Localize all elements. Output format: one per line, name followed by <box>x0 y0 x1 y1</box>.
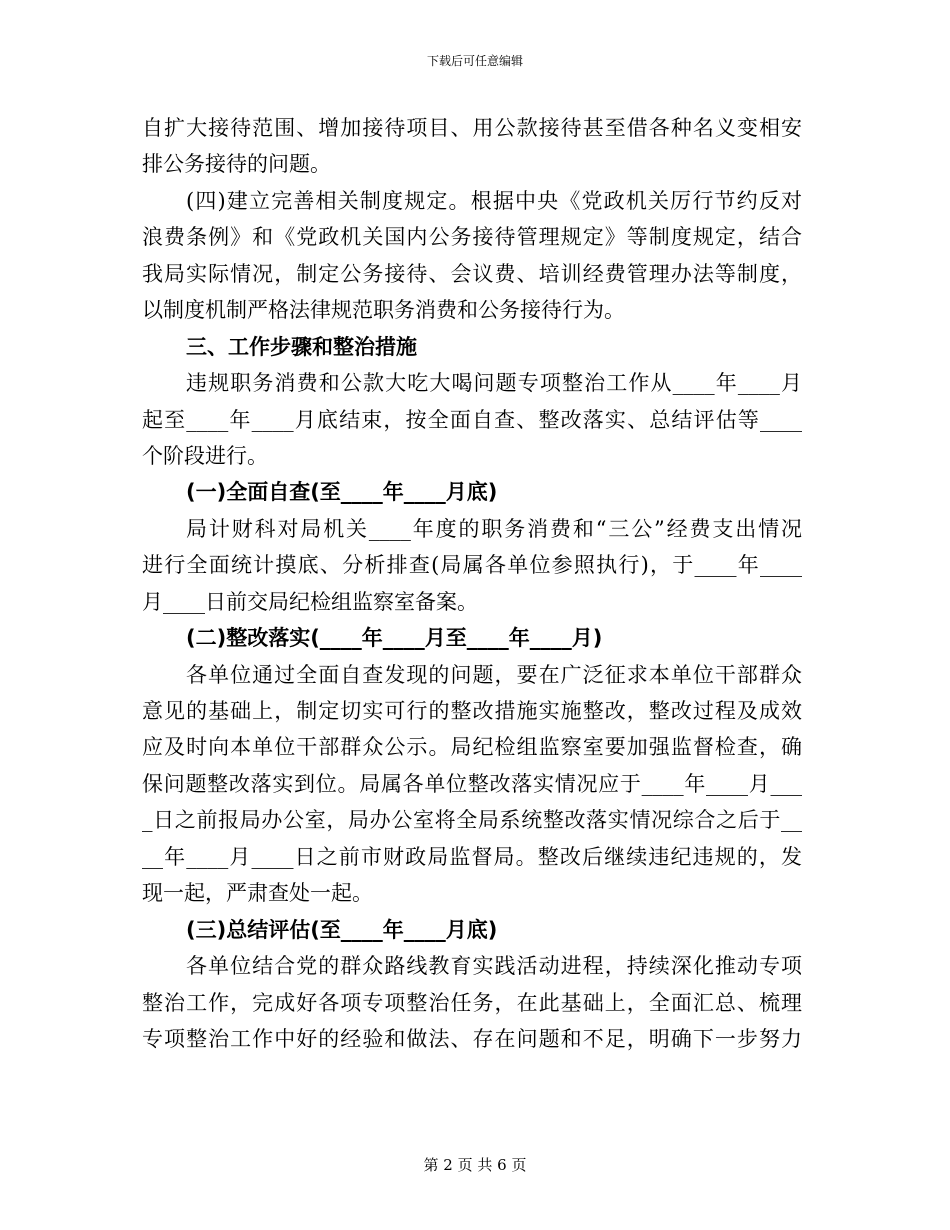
section-heading: (二)整改落实(____年____月至____年____月) <box>186 626 603 651</box>
body-text-line: 进行全面统计摸底、分析排查(局属各单位参照执行)，于____年____ <box>142 553 802 578</box>
section-heading: 三、工作步骤和整治措施 <box>186 334 417 359</box>
body-text-line: 浪费条例》和《党政机关国内公务接待管理规定》等制度规定，结合 <box>142 225 802 250</box>
section-heading: (一)全面自查(至____年____月底) <box>186 480 498 505</box>
page-number-footer: 第 2 页 共 6 页 <box>423 1156 527 1174</box>
body-text-line: 局计财科对局机关____年度的职务消费和“三公”经费支出情况 <box>186 516 802 541</box>
page-header: 下载后可任意编辑 <box>426 54 523 68</box>
section-heading: (三)总结评估(至____年____月底) <box>186 917 498 942</box>
body-text-line: 月____日前交局纪检组监察室备案。 <box>142 589 478 614</box>
body-text-line: 违规职务消费和公款大吃大喝问题专项整治工作从____年____月 <box>186 371 802 396</box>
body-text-line: 应及时向本单位干部群众公示。局纪检组监察室要加强监督检查，确 <box>142 735 802 760</box>
body-text-line: 以制度机制严格法律规范职务消费和公务接待行为。 <box>142 298 625 323</box>
body-text-line: 现一起，严肃查处一起。 <box>142 881 373 906</box>
body-text-line: 专项整治工作中好的经验和做法、存在问题和不足，明确下一步努力 <box>142 1026 802 1051</box>
body-text-line: 排公务接待的问题。 <box>142 152 331 177</box>
document-body <box>142 110 802 1057</box>
body-text-line: 各单位通过全面自查发现的问题，要在广泛征求本单位干部群众 <box>186 662 802 687</box>
body-text-line: 起至____年____月底结束，按全面自查、整改落实、总结评估等____ <box>142 407 802 432</box>
body-text-line: 各单位结合党的群众路线教育实践活动进程，持续深化推动专项 <box>186 954 802 979</box>
body-text-line: 意见的基础上，制定切实可行的整改措施实施整改，整改过程及成效 <box>142 699 802 723</box>
body-text-line: 自扩大接待范围、增加接待项目、用公款接待甚至借各种名义变相安 <box>142 116 802 140</box>
body-text-line: 保问题整改落实到位。局属各单位整改落实情况应于____年____月___ <box>142 771 802 796</box>
body-text-line: __年____月____日之前市财政局监督局。整改后继续违纪违规的，发 <box>142 844 802 869</box>
body-text-line: 整治工作，完成好各项专项整治任务，在此基础上，全面汇总、梳理 <box>142 990 802 1015</box>
body-text-line: 个阶段进行。 <box>142 443 268 468</box>
body-text-line: _日之前报局办公室，局办公室将全局系统整改落实情况综合之后于__ <box>142 808 802 833</box>
body-text-line: (四)建立完善相关制度规定。根据中央《党政机关厉行节约反对 <box>186 188 802 213</box>
body-text-line: 我局实际情况，制定公务接待、会议费、培训经费管理办法等制度， <box>142 261 802 286</box>
